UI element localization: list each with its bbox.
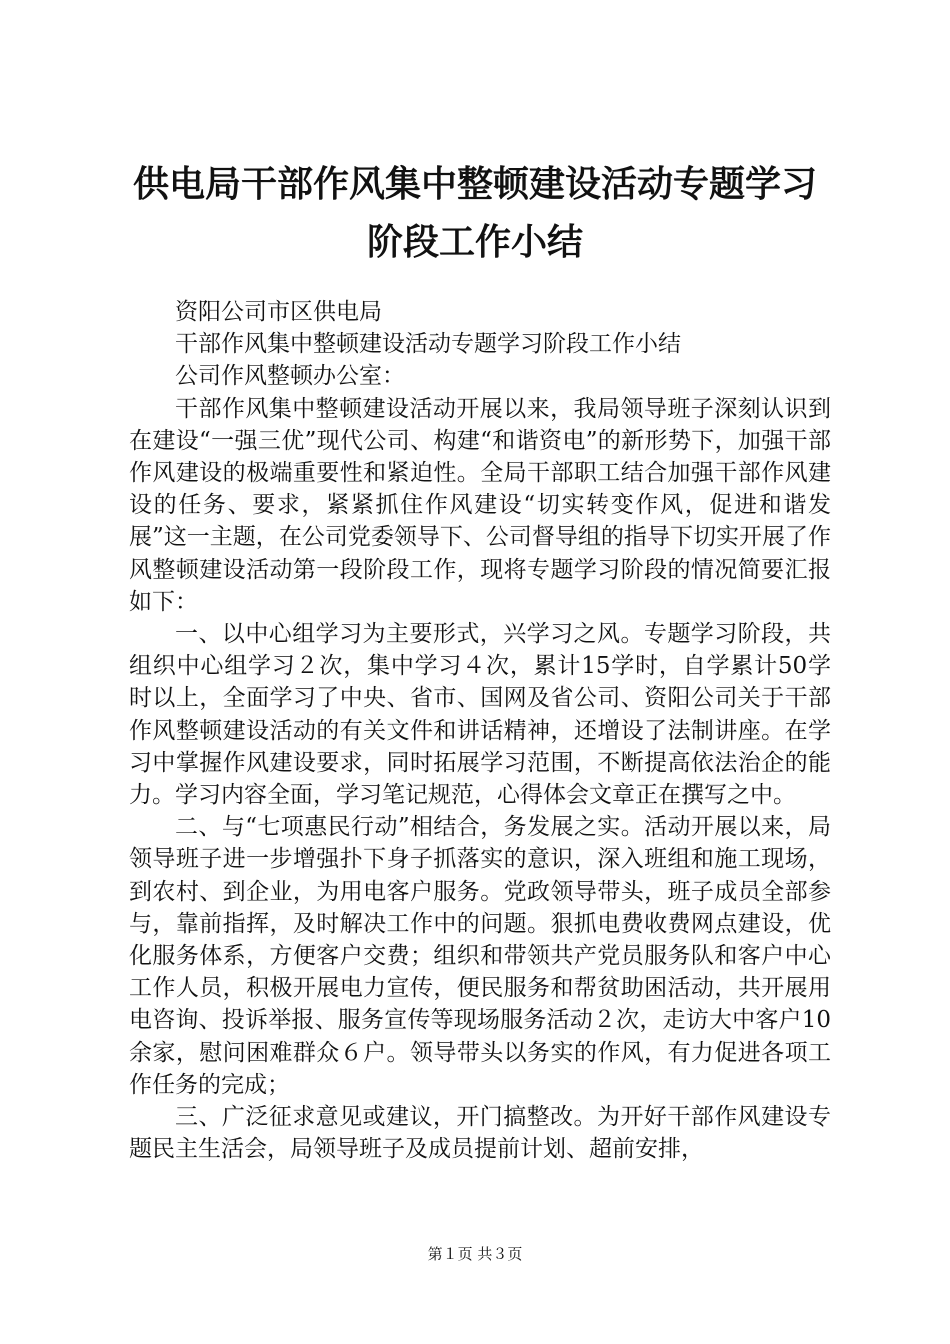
paragraph-section-1: 一、以中心组学习为主要形式，兴学习之风。专题学习阶段，共组织中心组学习２次，集中学习４次，累计15学时，自学累计50学时以上，全面学习了中央、省市、国网及省公司、资阳公司关于干部作风整顿建设活动的有关文件和讲话精神，还增设了法制讲座。在学习中掌握作风建设要求，同时拓展学习范围，不断提高依法治企的能力。学习内容全面，学习笔记规范，心得体会文章正在撰写之中。 <box>129 621 831 809</box>
document-body <box>129 296 831 1165</box>
paragraph-section-2: 二、与“七项惠民行动”相结合，务发展之实。活动开展以来，局领导班子进一步增强扑下身子抓落实的意识，深入班组和施工现场，到农村、到企业，为用电客户服务。党政领导带头，班子成员全部参与，靠前指挥，及时解决工作中的问题。狠抓电费收费网点建设，优化服务体系，方便客户交费；组织和带领共产党员服务队和客户中心工作人员，积极开展电力宣传，便民服务和帮贫助困活动，共开展用电咨询、投诉举报、服务宣传等现场服务活动２次，走访大中客户10余家，慰问困难群众６户。领导带头以务实的作风，有力促进各项工作任务的完成； <box>129 814 831 1098</box>
paragraph-section-3: 三、广泛征求意见或建议，开门搞整改。为开好干部作风建设专题民主生活会，局领导班子及成员提前计划、超前安排， <box>129 1104 831 1163</box>
document-title: 供电局干部作风集中整顿建设活动专题学习阶段工作小结 <box>132 164 817 263</box>
paragraph-subject: 干部作风集中整顿建设活动专题学习阶段工作小结 <box>175 331 681 358</box>
paragraph-recipient: 公司作风整顿办公室： <box>175 363 405 390</box>
page-number-footer: 第１页 共３页 <box>427 1245 523 1263</box>
paragraph-intro: 干部作风集中整顿建设活动开展以来，我局领导班子深刻认识到在建设“一强三优”现代公司、构建“和谐资电”的新形势下，加强干部作风建设的极端重要性和紧迫性。全局干部职工结合加强干部作风建设的任务、要求，紧紧抓住作风建设“切实转变作风，促进和谐发展”这一主题，在公司党委领导下、公司督导组的指导下切实开展了作风整顿建设活动第一段阶段工作，现将专题学习阶段的情况简要汇报如下： <box>129 395 831 615</box>
paragraph-sender: 资阳公司市区供电局 <box>175 299 382 325</box>
